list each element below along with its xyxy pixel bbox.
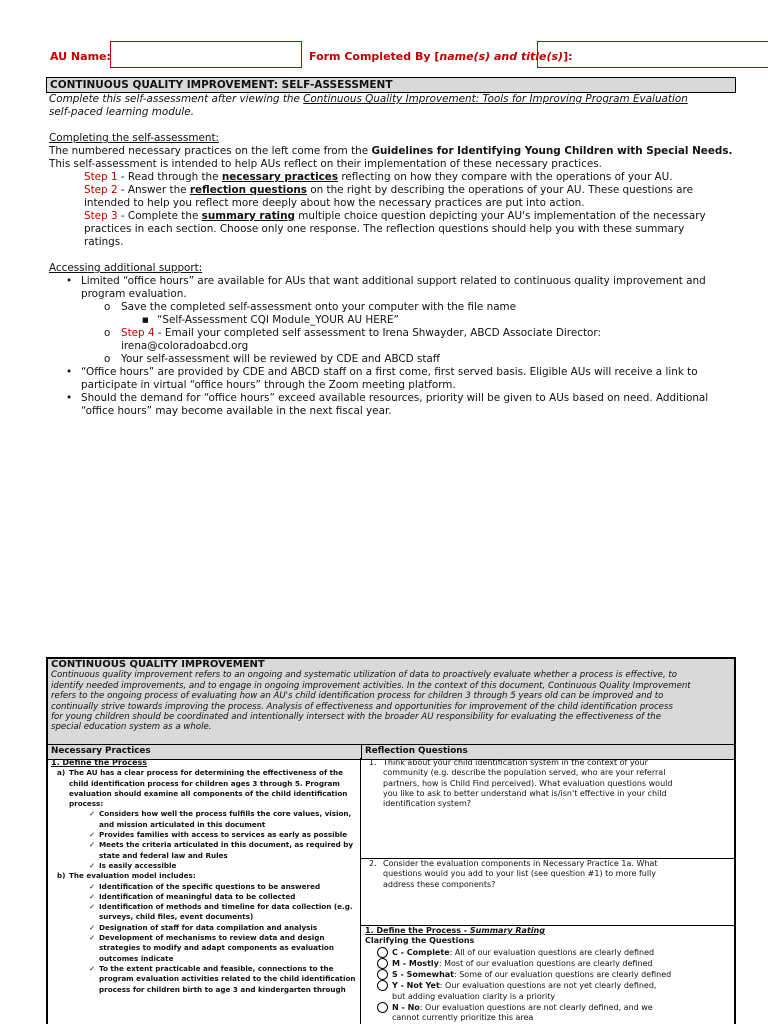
radio-icon (377, 1002, 388, 1013)
cqi-table (46, 657, 736, 1024)
bullet-2: • “Office hours” are provided by CDE and ABCD staff on a first come, first served basis. Eligible AUs will receive a link to participate in virtual “office hours” through the Zoom meeting platform. (66, 366, 698, 391)
sub-bullet-1: o Save the completed self-assessment onto your computer with the file name (104, 301, 517, 313)
radio-icon (377, 947, 388, 958)
col-reflection-questions: Reflection Questions (365, 746, 468, 756)
cqi-description: Continuous quality improvement refers to an ongoing and systematic utilization of data to proactively evaluate whether a process is effective, to identify needed improvements, and to engage in ongoing improvement activities. In the context of this document, Continuous Quality Improvement refers to the ongoing process of evaluating how an AU's child identification process for children 3 through 5 years old can be improved and to continually strive towards improving the process. Analysis of effectiveness and opportunities for improvement of the child identification process for young children should be coordinated and intentionally intersect with the broader AU responsibility for evaluating the effectiveness of the special education system as a whole. (51, 670, 691, 733)
rating-option-complete[interactable]: C - Complete: All of our evaluation questions are clearly defined (377, 947, 730, 958)
check-item: ✓ Identification of methods and timeline for data collection (e.g. surveys, child files, event documents) (51, 902, 357, 923)
check-item: ✓ To the extent practicable and feasible, connections to the program evaluation activities related to the child identification process for children birth to age 3 and kindergarten through (51, 964, 357, 995)
section-title: CONTINUOUS QUALITY IMPROVEMENT: SELF-ASSESSMENT (46, 77, 736, 93)
sub-sub-bullet-1: ■ “Self-Assessment CQI Module_YOUR AU HERE” (142, 314, 399, 326)
rating-options (365, 947, 730, 1024)
check-item: ✓ Provides families with access to services as early as possible (51, 830, 357, 840)
cqi-title: CONTINUOUS QUALITY IMPROVEMENT (51, 659, 265, 670)
au-name-input[interactable] (110, 41, 302, 68)
radio-icon (377, 969, 388, 980)
rating-option-somewhat[interactable]: S - Somewhat: Some of our evaluation questions are clearly defined (377, 969, 730, 980)
step-2: Step 2 - Answer the reflection questions on the right by describing the operations of your AU. These questions are (84, 184, 693, 196)
check-item: ✓ Is easily accessible (51, 861, 357, 871)
cqi-header (48, 659, 734, 745)
summary-rating (361, 926, 734, 1024)
question-2[interactable]: 2. Consider the evaluation components in Necessary Practice 1a. What questions would you add to your list (see question #1) to more fully address these components? (361, 859, 734, 926)
question-1[interactable]: 1. Think about your child identification system in the context of your community (e.g. describe the population served, who are your referral partners, how is Child Find perceived). What evaluation questions would you like to ask to better understand what is/isn't effective in your child identification system? (361, 758, 734, 859)
form-completed-input[interactable] (537, 41, 768, 68)
completing-p1: The numbered necessary practices on the left come from the Guidelines for Identifying Young Children with Special Needs. (49, 145, 733, 157)
radio-icon (377, 980, 388, 991)
clarify-heading: Clarifying the Questions (365, 936, 475, 946)
check-item: ✓ Considers how well the process fulfills the core values, vision, and mission articulated in this document (51, 809, 357, 830)
reflection-questions-cell (361, 758, 734, 1024)
bullet-3: • Should the demand for “office hours” exceed available resources, priority will be given to AUs based on need. Additional “office hours” may become available in the next fiscal year. (66, 392, 709, 417)
check-item: ✓ Identification of meaningful data to be collected (51, 892, 357, 902)
rating-option-no[interactable]: N - No: Our evaluation questions are not clearly defined, and we cannot currently prioritize this area (377, 1002, 730, 1024)
rating-option-mostly[interactable]: M - Mostly: Most of our evaluation questions are clearly defined (377, 958, 730, 969)
step-3: Step 3 - Complete the summary rating multiple choice question depicting your AU's implementation of the necessary (84, 210, 706, 222)
sub-bullet-3: o Your self-assessment will be reviewed by CDE and ABCD staff (104, 353, 440, 365)
practice-b: b) The evaluation model includes: (57, 871, 196, 881)
steps-block: Step 1 - Read through the necessary practices reflecting on how they compare with the operations of your AU. Step 2 - Answer the reflection questions on the right by describing the operations of your AU. These questions are intended to help you reflect more deeply about how the necessary practices are put into action. Step 3 - Complete the summary rating multiple choice question depicting your AU's implementation of the necessary practices in each section. Choose only one response. The reflection questions should help you with these summary ratings. (49, 171, 739, 249)
form-completed-label: Form Completed By [name(s) and title(s)]: (309, 50, 573, 63)
check-item: ✓ Development of mechanisms to review data and design strategies to modify and adapt components as evaluation outcomes indicate (51, 933, 357, 964)
module-link[interactable]: Continuous Quality Improvement: Tools for Improving Program Evaluation (303, 93, 688, 105)
instructions-block (49, 93, 739, 418)
rating-option-not-yet[interactable]: Y - Not Yet: Our evaluation questions are not yet clearly defined, but adding evaluation clarity is a priority (377, 980, 730, 1002)
practice-a: a) The AU has a clear process for determining the effectiveness of the child identification process for children ages 3 through 5. Program evaluation should examine all components of the child identification process: (57, 768, 348, 809)
check-item: ✓ Meets the criteria articulated in this document, as required by state and federal law and Rules (51, 840, 357, 861)
sub-bullet-2: o Step 4 - Email your completed self assessment to Irena Shwayder, ABCD Associate Director: irena@coloradoabcd.org (49, 327, 739, 353)
radio-icon (377, 958, 388, 969)
bullet-1: • Limited “office hours” are available for AUs that want additional support related to continuous quality improvement and program evaluation. (66, 275, 706, 300)
intro-line: Complete this self-assessment after viewing the Continuous Quality Improvement: Tools for Improving Program Evaluation (49, 93, 688, 105)
completing-p2: This self-assessment is intended to help AUs reflect on their implementation of these necessary practices. (49, 158, 602, 170)
support-heading: Accessing additional support: (49, 262, 203, 274)
intro-line-2: self-paced learning module. (49, 106, 195, 118)
completing-heading: Completing the self-assessment: (49, 132, 220, 144)
define-heading: 1. Define the Process (51, 758, 148, 767)
check-item: ✓ Designation of staff for data compilation and analysis (51, 923, 357, 933)
au-name-label: AU Name: (50, 50, 111, 63)
check-item: ✓ Identification of the specific questions to be answered (51, 882, 357, 892)
summary-heading: 1. Define the Process - Summary Rating (365, 926, 545, 935)
necessary-practices-cell (48, 758, 361, 1024)
email-link[interactable]: irena@coloradoabcd.org (121, 340, 249, 352)
step-1: Step 1 - Read through the necessary practices reflecting on how they compare with the operations of your AU. (84, 171, 673, 183)
col-necessary-practices: Necessary Practices (48, 745, 362, 759)
